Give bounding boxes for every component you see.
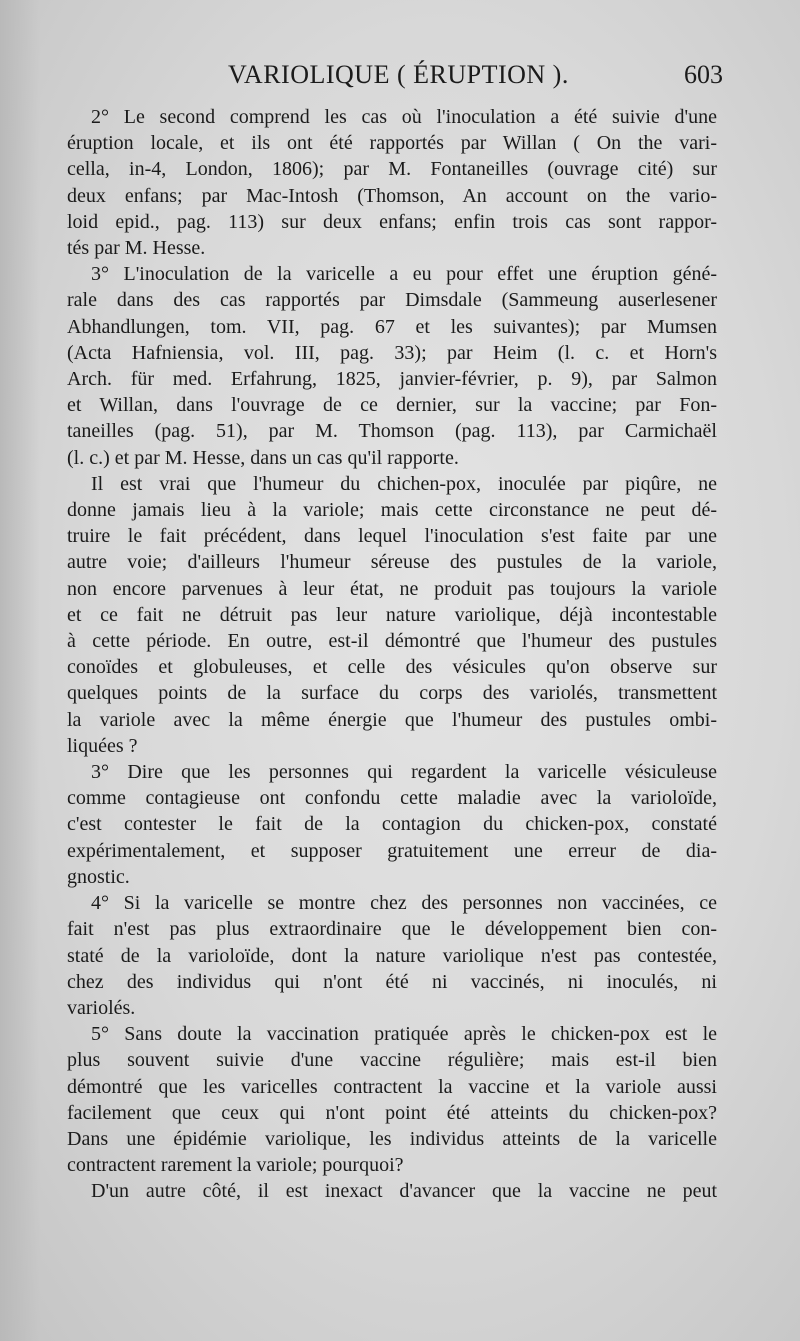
text-line: tés par M. Hesse.: [67, 237, 206, 260]
running-title: VARIOLIQUE ( ÉRUPTION ).: [228, 60, 569, 89]
paragraph: [67, 1021, 717, 1178]
paragraph: [67, 471, 717, 759]
text-line: liquées ?: [67, 734, 138, 757]
text-line: chez des individus qui n'ont été ni vaccinés, ni inoculés, ni: [67, 970, 717, 993]
text-line: taneilles (pag. 51), par M. Thomson (pag. 113), par Carmichaël: [67, 420, 717, 443]
text-line: cella, in-4, London, 1806); par M. Fontaneilles (ouvrage cité) sur: [67, 158, 717, 181]
text-line: comme contagieuse ont confondu cette maladie avec la varioloïde,: [67, 787, 717, 810]
text-line: 4° Si la varicelle se montre chez des personnes non vaccinées, ce: [91, 892, 717, 915]
paragraph: [67, 759, 717, 890]
text-line: Il est vrai que l'humeur du chichen-pox, inoculée par piqûre, ne: [91, 472, 717, 495]
text-line: c'est contester le fait de la contagion du chicken-pox, constaté: [67, 813, 717, 836]
text-line: démontré que les varicelles contractent la vaccine et la variole aussi: [67, 1075, 717, 1098]
text-line: à cette période. En outre, est-il démontré que l'humeur des pustules: [67, 630, 717, 653]
paragraph: [67, 104, 717, 261]
text-line: éruption locale, et ils ont été rapportés par Willan ( On the vari-: [67, 132, 717, 155]
text-line: la variole avec la même énergie que l'humeur des pustules ombi-: [67, 708, 717, 731]
page-gutter-shadow: [0, 0, 40, 1341]
text-line: quelques points de la surface du corps des variolés, transmettent: [67, 682, 717, 705]
text-line: D'un autre côté, il est inexact d'avancer que la vaccine ne peut: [91, 1180, 717, 1203]
text-line: autre voie; d'ailleurs l'humeur séreuse des pustules de la variole,: [67, 551, 717, 574]
text-line: plus souvent suivie d'une vaccine régulière; mais est-il bien: [67, 1049, 717, 1072]
text-line: staté de la varioloïde, dont la nature variolique n'est pas contestée,: [67, 944, 717, 967]
paragraph: [67, 1178, 717, 1204]
text-line: 3° L'inoculation de la varicelle a eu pour effet une éruption géné-: [91, 263, 717, 286]
text-line: 5° Sans doute la vaccination pratiquée après le chicken-pox est le: [91, 1023, 717, 1046]
text-line: rale dans des cas rapportés par Dimsdale (Sammeung auserlesener: [67, 289, 717, 312]
text-line: (Acta Hafniensia, vol. III, pag. 33); par Heim (l. c. et Horn's: [67, 341, 717, 364]
text-line: Arch. für med. Erfahrung, 1825, janvier-février, p. 9), par Salmon: [67, 368, 717, 391]
paragraph: [67, 890, 717, 1021]
text-line: donne jamais lieu à la variole; mais cette circonstance ne peut dé-: [67, 499, 717, 522]
text-line: et Willan, dans l'ouvrage de ce dernier, sur la vaccine; par Fon-: [67, 394, 717, 417]
text-line: 2° Le second comprend les cas où l'inoculation a été suivie d'une: [91, 106, 717, 128]
paragraph: [67, 261, 717, 471]
text-line: fait n'est pas plus extraordinaire que le développement bien con-: [67, 918, 717, 941]
page-header: [228, 60, 723, 96]
text-line: facilement que ceux qui n'ont point été atteints du chicken-pox?: [67, 1101, 717, 1124]
text-line: Abhandlungen, tom. VII, pag. 67 et les suivantes); par Mumsen: [67, 315, 717, 338]
text-line: (l. c.) et par M. Hesse, dans un cas qu'il rapporte.: [67, 446, 459, 469]
text-line: non encore parvenues à leur état, ne produit pas toujours la variole: [67, 577, 717, 600]
body-text: [67, 104, 717, 1205]
text-line: Dans une épidémie variolique, les individus atteints de la varicelle: [67, 1127, 717, 1150]
text-line: 3° Dire que les personnes qui regardent la varicelle vésiculeuse: [91, 761, 717, 784]
text-line: gnostic.: [67, 865, 130, 888]
text-line: loid epid., pag. 113) sur deux enfans; enfin trois cas sont rappor-: [67, 210, 717, 233]
text-line: conoïdes et globuleuses, et celle des vésicules qu'on observe sur: [67, 656, 717, 679]
text-line: variolés.: [67, 996, 136, 1019]
page-number: 603: [684, 60, 723, 89]
text-line: deux enfans; par Mac-Intosh (Thomson, An account on the vario-: [67, 184, 717, 207]
text-line: truire le fait précédent, dans lequel l'inoculation s'est faite par une: [67, 525, 717, 548]
text-line: contractent rarement la variole; pourquoi?: [67, 1154, 404, 1177]
text-line: et ce fait ne détruit pas leur nature variolique, déjà incontestable: [67, 603, 717, 626]
text-line: expérimentalement, et supposer gratuitement une erreur de dia-: [67, 839, 717, 862]
